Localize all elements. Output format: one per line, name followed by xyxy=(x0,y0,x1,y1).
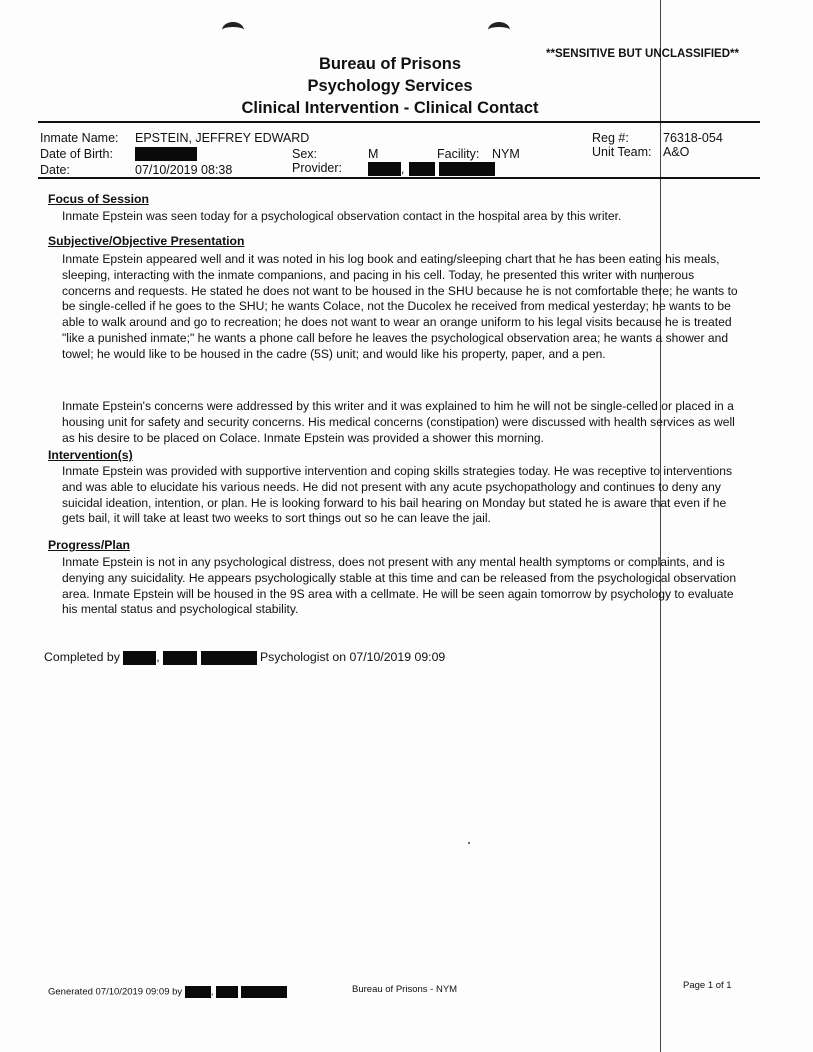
completion-prefix: Completed by xyxy=(44,650,120,664)
info-rule xyxy=(38,177,760,179)
contact-date: 07/10/2019 08:38 xyxy=(135,163,233,177)
redaction-box xyxy=(135,147,197,161)
redaction-box xyxy=(123,651,156,665)
reg-label: Reg #: xyxy=(592,131,629,145)
inmate-name: EPSTEIN, JEFFREY EDWARD xyxy=(135,131,310,145)
focus-heading: Focus of Session xyxy=(48,192,149,206)
plan-heading: Progress/Plan xyxy=(48,538,130,552)
completion-suffix: Psychologist on 07/10/2019 09:09 xyxy=(259,650,446,664)
generated-text: Generated 07/10/2019 09:09 by xyxy=(48,986,183,998)
punch-hole xyxy=(222,22,244,38)
subjective-paragraph-1: Inmate Epstein appeared well and it was noted in his log book and eating/sleeping chart that he has been eating his meals, sleeping, interacting with the inmate companions, and pacing in his cell. Today, he presented this writer with numerous concerns and requests. He stated he does not want to be housed in the SHU because he is not comfortable there; he wants to be single-celled if he goes to the SHU; he wants Colace, not the Ducolex he received from medical yesterday; he wants to be able to walk around and go to recreation; he does not want to wear an orange uniform to his legal visits because he is treated "like a punished inmate;" he wants a phone call before he leaves the psychological observation area; he wants a shower and towel; he would like to be housed in the cadre (5S) unit; and would like his property, paper, and a pen. xyxy=(62,252,738,361)
reg-number: 76318-054 xyxy=(663,131,723,145)
footer-generated: Generated 07/10/2019 09:09 by , xyxy=(48,986,287,998)
redaction-box xyxy=(241,986,287,998)
department-title: Psychology Services xyxy=(307,77,473,95)
sex-label: Sex: xyxy=(292,147,318,161)
unit-team-label: Unit Team: xyxy=(592,145,652,159)
intervention-text: Inmate Epstein was provided with supportive intervention and coping skills strategies today. He was receptive to interventions and was able to elucidate his various needs. He did not present with any acute psychopathology and continues to deny any suicidal ideation, intention, or plan. He is looking forward to his bail hearing on Monday but stated he is aware that even if he gets bail, it will take at least two weeks to sort things out so he can leave the jail. xyxy=(62,464,732,526)
provider-redaction: , xyxy=(368,160,495,178)
subjective-paragraph-2: Inmate Epstein's concerns were addressed by this writer and it was explained to him he will not be single-celled or placed in a housing unit for safety and security concerns. His medical concerns (constipation) were discussed with health services as well as his desire to be placed on Colace. Inmate Epstein was provided a shower this morning. xyxy=(62,399,735,445)
redaction-box xyxy=(163,651,197,665)
completion-line: Completed by , Psychologist on 07/10/2019 09:09 xyxy=(44,650,446,664)
unit-team-value: A&O xyxy=(663,145,690,159)
redaction-box xyxy=(185,986,211,998)
date-label: Date: xyxy=(40,163,70,177)
punch-hole xyxy=(488,22,510,38)
facility-label: Facility: xyxy=(437,147,480,161)
form-title: Clinical Intervention - Clinical Contact xyxy=(241,99,539,117)
agency-title: Bureau of Prisons xyxy=(318,55,462,73)
provider-label: Provider: xyxy=(292,161,343,175)
dob-label: Date of Birth: xyxy=(40,147,113,161)
top-rule xyxy=(38,121,760,123)
redaction-box xyxy=(368,162,401,176)
footer-facility: Bureau of Prisons - NYM xyxy=(352,984,458,995)
classification-label: **SENSITIVE BUT UNCLASSIFIED** xyxy=(546,48,739,60)
redaction-box xyxy=(409,162,435,176)
page-number: Page 1 of 1 xyxy=(683,980,732,991)
facility-value: NYM xyxy=(492,147,520,161)
subjective-heading: Subjective/Objective Presentation xyxy=(48,234,245,248)
redaction-box xyxy=(201,651,257,665)
intervention-heading: Intervention(s) xyxy=(48,448,133,462)
plan-text: Inmate Epstein is not in any psychological distress, does not present with any mental health symptoms or complaints, and is denying any suicidality. He appears psychologically stable at this time and can be released from the psychological observation area. Inmate Epstein will be housed in the 9S area with a cellmate. He will be seen again tomorrow by psychology to evaluate his mental status and psychological stability. xyxy=(62,555,737,617)
inmate-name-label: Inmate Name: xyxy=(40,131,119,145)
focus-text: Inmate Epstein was seen today for a psychological observation contact in the hospital area by this writer. xyxy=(62,209,622,223)
scan-speck xyxy=(468,842,470,844)
redaction-box xyxy=(439,162,495,176)
sex-value: M xyxy=(368,147,379,161)
redaction-box xyxy=(216,986,238,998)
